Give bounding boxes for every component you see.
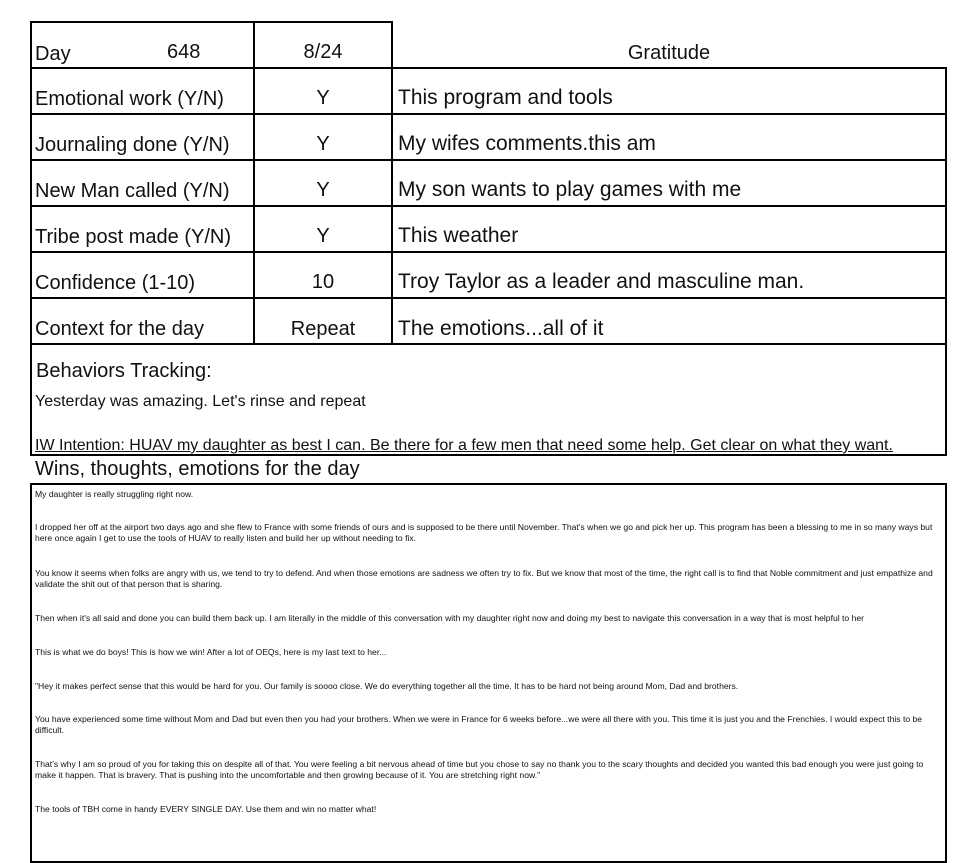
gratitude-item-2: My wifes comments.this am: [398, 132, 656, 155]
gratitude-item-5: Troy Taylor as a leader and masculine man.: [398, 270, 805, 293]
gratitude-item-6: The emotions...all of it: [398, 317, 604, 340]
wins-paragraph: "Hey it makes perfect sense that this would be hard for you. Our family is soooo close. We do everything together all the time. It has to be hard not being around Mom, Dad and brothers.: [35, 681, 739, 691]
table-left-border: [30, 21, 32, 455]
row-divider-5: [30, 251, 947, 253]
day-label: Day: [35, 43, 71, 65]
gratitude-item-4: This weather: [398, 224, 519, 247]
row-label-tribe-post: Tribe post made (Y/N): [35, 226, 231, 248]
wins-paragraph: Then when it's all said and done you can build them back up. I am literally in the middle of this conversation with my daughter right now and doing my best to navigate this conversation in a way that is most helpful to her: [35, 613, 865, 623]
row-divider-6: [30, 297, 947, 299]
row-value-new-man-called: Y: [316, 179, 330, 201]
row-value-tribe-post: Y: [316, 225, 330, 247]
date-value: 8/24: [303, 41, 343, 63]
row-value-emotional-work: Y: [316, 87, 330, 109]
row-label-journaling: Journaling done (Y/N): [35, 134, 230, 156]
gratitude-title: Gratitude: [627, 42, 711, 64]
table-top-border: [30, 21, 393, 23]
table-right-border: [945, 67, 947, 455]
row-divider-3: [30, 159, 947, 161]
row-divider-7: [30, 343, 947, 345]
row-label-emotional-work: Emotional work (Y/N): [35, 88, 224, 110]
behaviors-title: Behaviors Tracking:: [36, 360, 212, 382]
wins-paragraph: You know it seems when folks are angry with us, we tend to try to defend. And when those emotions are sadness we often try to fix. But we know that most of the time, the right call is to find that Noble commitment and just empathize and validate the shit out of that person that is sharing.: [35, 568, 933, 589]
row-value-journaling: Y: [316, 133, 330, 155]
wins-paragraph: My daughter is really struggling right now.: [35, 489, 194, 499]
wins-paragraph: This is what we do boys! This is how we win! After a lot of OEQs, here is my last text to her...: [35, 647, 387, 657]
day-number: 648: [167, 41, 201, 63]
wins-paragraph: That's why I am so proud of you for taking this on despite all of that. You were feeling a bit nervous ahead of time but you chose to say no thank you to the scary thoughts and decided you wanted this bad enough you were just going to make it happen. That is bravery. That is pushing into the uncomfortable and then growing because of it. You are stretching right now.": [35, 759, 924, 780]
iw-intention: IW Intention: HUAV my daughter as best I can. Be there for a few men that need some help. Get clear on what they want.: [35, 437, 893, 454]
row-value-confidence: 10: [311, 271, 335, 293]
row-divider-1: [30, 67, 947, 69]
row-divider-2: [30, 113, 947, 115]
row-label-context: Context for the day: [35, 318, 204, 340]
row-divider-4: [30, 205, 947, 207]
row-value-context: Repeat: [290, 318, 356, 340]
behaviors-text: Yesterday was amazing. Let's rinse and repeat: [35, 393, 366, 410]
wins-paragraph: You have experienced some time without Mom and Dad but even then you had your brothers. When we were in France for 6 weeks before...we were all there with you. This time it is just you and the Frenchies. I would expect this to be difficult.: [35, 714, 923, 735]
column-divider-2: [391, 21, 393, 344]
wins-paragraph: I dropped her off at the airport two days ago and she flew to France with some friends of ours and is supposed to be there until November. That's when we go and pick her up. This program has been a blessing to me in so many ways but here once again I get to use the tools of HUAV to really listen and build her up without needing to fix.: [35, 522, 933, 543]
row-label-confidence: Confidence (1-10): [35, 272, 196, 294]
wins-paragraph: The tools of TBH come in handy EVERY SINGLE DAY. Use them and win no matter what!: [35, 804, 377, 814]
gratitude-item-1: This program and tools: [398, 86, 613, 109]
row-label-new-man-called: New Man called (Y/N): [35, 180, 230, 202]
wins-title: Wins, thoughts, emotions for the day: [35, 458, 360, 480]
gratitude-item-3: My son wants to play games with me: [398, 178, 742, 201]
